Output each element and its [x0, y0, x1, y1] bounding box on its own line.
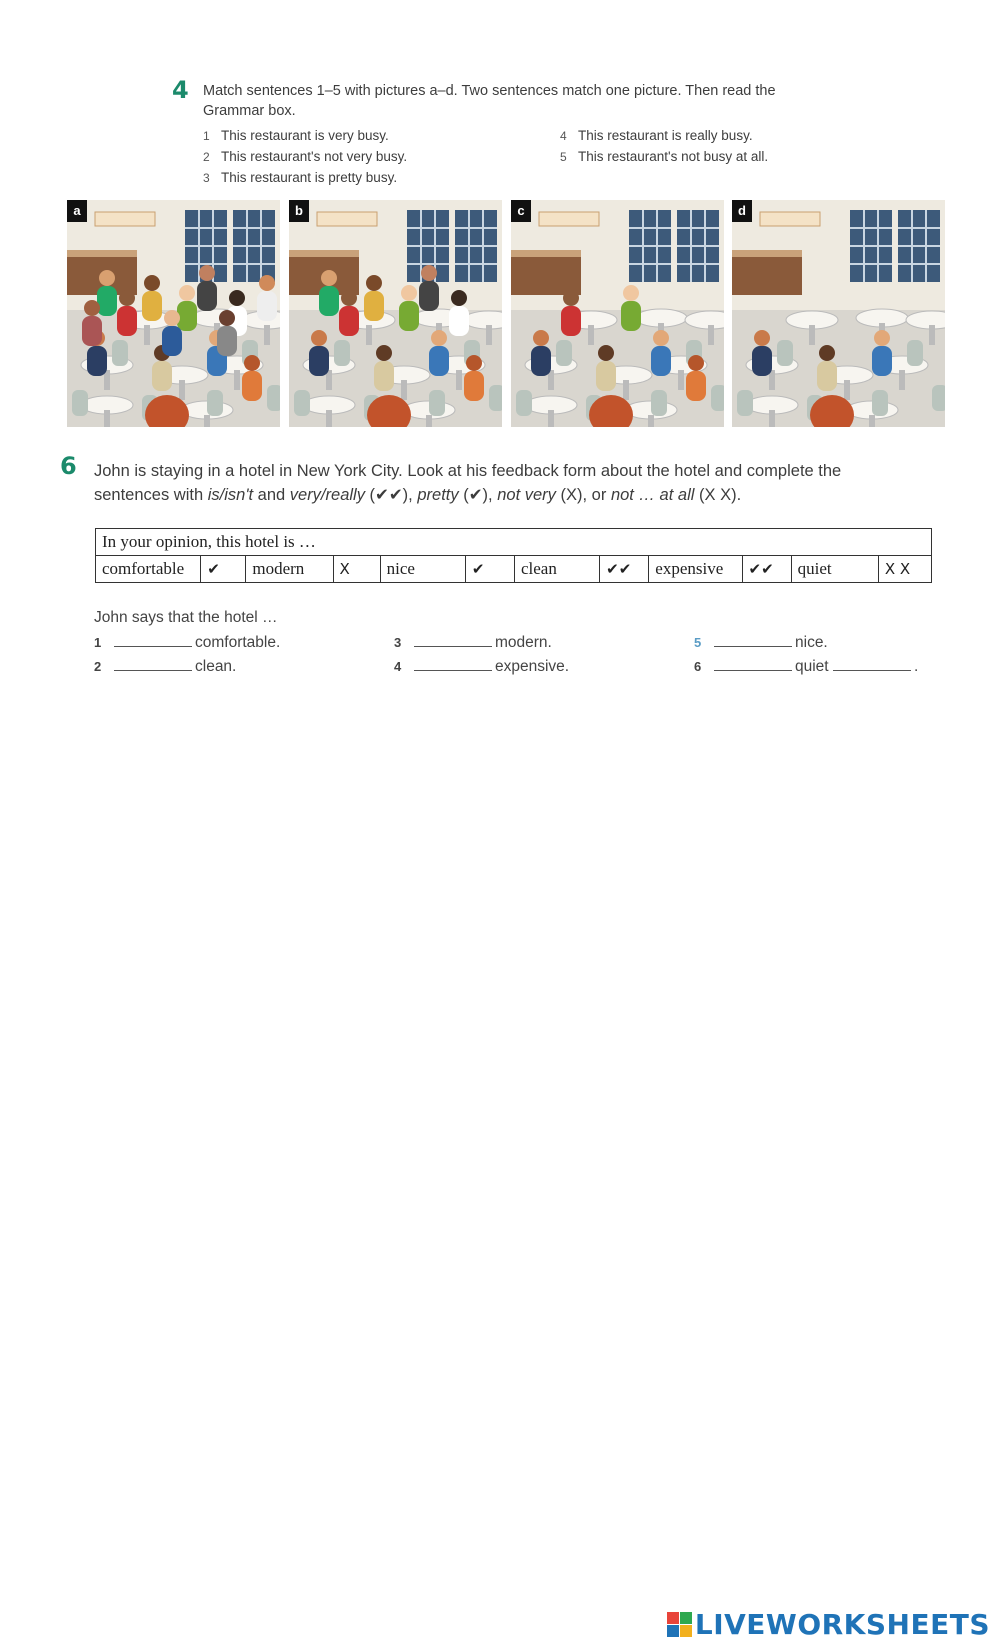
person-body	[364, 291, 384, 321]
exercise-6-instruction-line2	[94, 483, 974, 507]
person-head	[533, 330, 549, 346]
instruction-text: (X), or	[555, 486, 611, 504]
logo-text: LIVEWORKSHEETS	[694, 1608, 990, 1641]
person	[242, 355, 262, 401]
person	[419, 265, 439, 311]
feedback-ratings-row	[96, 556, 932, 583]
counter-top	[511, 250, 581, 257]
chair	[334, 340, 350, 366]
restaurant-picture-b	[289, 200, 502, 427]
person-head	[119, 290, 135, 306]
rating-label-nice: nice	[380, 556, 465, 583]
person-head	[653, 330, 669, 346]
person-body	[651, 346, 671, 376]
person-body	[319, 286, 339, 316]
restaurant-picture-c	[511, 200, 724, 427]
person-body	[82, 316, 102, 346]
table-leg	[929, 325, 935, 345]
person-body	[242, 371, 262, 401]
person-head	[321, 270, 337, 286]
rating-mark-quiet: X X	[878, 556, 931, 583]
sentence-number: 4	[560, 129, 567, 143]
table-leg	[366, 325, 372, 345]
person	[339, 290, 359, 336]
answer-3	[394, 632, 552, 652]
rating-label-modern: modern	[246, 556, 333, 583]
table-leg	[844, 380, 850, 400]
restaurant-picture-d	[732, 200, 945, 427]
counter-top	[732, 250, 802, 257]
table-leg	[769, 410, 775, 427]
chair	[429, 390, 445, 416]
sentence-5	[560, 149, 768, 164]
exercise-6-number: 6	[60, 452, 77, 480]
exercise-4-instruction-line1: Match sentences 1–5 with pictures a–d. Two sentences match one picture. Then read the	[203, 83, 776, 99]
table-leg	[401, 380, 407, 400]
rating-mark-comfortable: ✔	[201, 556, 246, 583]
restaurant-illustration	[511, 200, 724, 427]
chair	[72, 390, 88, 416]
chair	[907, 340, 923, 366]
chair	[737, 390, 753, 416]
person-head	[421, 265, 437, 281]
table-leg	[809, 325, 815, 345]
chair	[112, 340, 128, 366]
rating-mark-expensive: ✔✔	[742, 556, 791, 583]
rating-label-expensive: expensive	[649, 556, 742, 583]
answer-number: 1	[94, 635, 102, 650]
person	[197, 265, 217, 311]
answer-word: nice.	[795, 634, 828, 651]
table-leg	[623, 380, 629, 400]
answer-word: comfortable.	[195, 634, 281, 651]
restaurant-sign	[317, 212, 377, 226]
answer-blank[interactable]	[414, 632, 492, 647]
person-head	[819, 345, 835, 361]
table-leg	[486, 325, 492, 345]
table-leg	[548, 410, 554, 427]
person-body	[217, 326, 237, 356]
logo-icon	[667, 1612, 692, 1637]
person	[872, 330, 892, 376]
person-body	[561, 306, 581, 336]
instruction-italic: pretty	[417, 486, 459, 504]
answer-number: 5	[694, 635, 702, 650]
exercise-6-instruction	[94, 459, 974, 507]
person-body	[817, 361, 837, 391]
exercise-4-instruction	[203, 81, 883, 121]
table-leg	[326, 410, 332, 427]
person-body	[309, 346, 329, 376]
person	[97, 270, 117, 316]
answer-4	[394, 656, 569, 676]
hotel-feedback-table	[95, 528, 932, 583]
table-leg	[678, 370, 684, 390]
chair	[872, 390, 888, 416]
chair	[777, 340, 793, 366]
logo-square	[667, 1612, 679, 1624]
chair	[267, 385, 280, 411]
person-head	[401, 285, 417, 301]
person-body	[87, 346, 107, 376]
person-head	[341, 290, 357, 306]
person	[464, 355, 484, 401]
person-head	[366, 275, 382, 291]
person	[596, 345, 616, 391]
answer-blank[interactable]	[114, 632, 192, 647]
person	[257, 275, 277, 321]
person-body	[142, 291, 162, 321]
answer-number: 6	[694, 659, 702, 674]
person	[531, 330, 551, 376]
answer-blank[interactable]	[714, 656, 792, 671]
table-leg	[144, 325, 150, 345]
table-leg	[648, 415, 654, 427]
answer-number: 4	[394, 659, 402, 674]
counter	[511, 255, 581, 295]
person	[686, 355, 706, 401]
logo-square	[667, 1625, 679, 1637]
sentence-text: This restaurant is really busy.	[578, 128, 753, 143]
rating-label-clean: clean	[514, 556, 599, 583]
person	[651, 330, 671, 376]
answer-suffix: .	[913, 658, 919, 675]
instruction-text: (✔),	[458, 486, 498, 504]
sentence-3	[203, 170, 397, 185]
restaurant-sign	[760, 212, 820, 226]
liveworksheets-logo	[667, 1608, 990, 1641]
person	[561, 290, 581, 336]
restaurant-illustration	[289, 200, 502, 427]
restaurant-illustration	[732, 200, 945, 427]
instruction-text: and	[253, 486, 290, 504]
instruction-italic: is/isn't	[207, 486, 254, 504]
chair	[516, 390, 532, 416]
sentence-text: This restaurant's not busy at all.	[578, 149, 769, 164]
restaurant-illustration	[67, 200, 280, 427]
person-body	[621, 301, 641, 331]
sentence-text: This restaurant is pretty busy.	[221, 170, 398, 185]
person	[217, 310, 237, 356]
person-head	[179, 285, 195, 301]
sentence-text: This restaurant is very busy.	[221, 128, 389, 143]
person-body	[429, 346, 449, 376]
rating-mark-nice: ✔	[465, 556, 514, 583]
counter-top	[289, 250, 359, 257]
chair	[711, 385, 724, 411]
person-head	[164, 310, 180, 326]
person	[162, 310, 182, 356]
person-head	[144, 275, 160, 291]
rating-mark-modern: X	[333, 556, 380, 583]
person-head	[259, 275, 275, 291]
person-head	[874, 330, 890, 346]
person-body	[596, 361, 616, 391]
person	[319, 270, 339, 316]
answer-5	[694, 632, 828, 652]
person-head	[199, 265, 215, 281]
person-head	[451, 290, 467, 306]
answer-blank[interactable]	[714, 632, 792, 647]
answer-word: modern.	[495, 634, 552, 651]
sentence-number: 2	[203, 150, 210, 164]
person-body	[117, 306, 137, 336]
person	[449, 290, 469, 336]
person-body	[162, 326, 182, 356]
chair	[489, 385, 502, 411]
table-leg	[456, 370, 462, 390]
person	[817, 345, 837, 391]
sentence-1	[203, 128, 389, 143]
person	[177, 285, 197, 331]
person-body	[531, 346, 551, 376]
answer-6	[694, 656, 918, 676]
table-leg	[264, 325, 270, 345]
restaurant-sign	[539, 212, 599, 226]
person-head	[754, 330, 770, 346]
logo-square	[680, 1612, 692, 1624]
table-leg	[899, 370, 905, 390]
answer-blank[interactable]	[114, 656, 192, 671]
exercise-6-instruction-line1: John is staying in a hotel in New York City. Look at his feedback form about the hotel and complete the	[94, 462, 842, 480]
person-body	[464, 371, 484, 401]
person	[82, 300, 102, 346]
person	[364, 275, 384, 321]
chair	[294, 390, 310, 416]
sentence-number: 5	[560, 150, 567, 164]
picture-letter-a: a	[67, 200, 87, 222]
person-body	[419, 281, 439, 311]
answer-word: quiet	[795, 658, 829, 675]
restaurant-sign	[95, 212, 155, 226]
answer-blank-2[interactable]	[833, 656, 911, 671]
answers-intro: John says that the hotel …	[94, 609, 278, 626]
person-body	[374, 361, 394, 391]
person-body	[752, 346, 772, 376]
person	[374, 345, 394, 391]
instruction-italic: very/really	[289, 486, 365, 504]
person-body	[197, 281, 217, 311]
instruction-text: (✔✔),	[364, 486, 418, 504]
exercise-4-instruction-line2: Grammar box.	[203, 103, 296, 119]
table-leg	[708, 325, 714, 345]
person-body	[152, 361, 172, 391]
feedback-header-row	[96, 529, 932, 556]
person-head	[229, 290, 245, 306]
answer-word: clean.	[195, 658, 237, 675]
instruction-italic: not … at all	[610, 486, 695, 504]
person	[117, 290, 137, 336]
chair	[651, 390, 667, 416]
rating-label-quiet: quiet	[791, 556, 878, 583]
sentence-text: This restaurant's not very busy.	[221, 149, 408, 164]
person-body	[257, 291, 277, 321]
instruction-text: (X X).	[694, 486, 742, 504]
answer-blank[interactable]	[414, 656, 492, 671]
person-body	[399, 301, 419, 331]
chair	[207, 390, 223, 416]
answer-number: 2	[94, 659, 102, 674]
person-head	[431, 330, 447, 346]
person-head	[219, 310, 235, 326]
table-leg	[426, 415, 432, 427]
sentence-4	[560, 128, 753, 143]
person-body	[686, 371, 706, 401]
answer-2	[94, 656, 236, 676]
person	[752, 330, 772, 376]
person-head	[99, 270, 115, 286]
feedback-header: In your opinion, this hotel is …	[96, 529, 932, 556]
table-leg	[204, 415, 210, 427]
person-head	[311, 330, 327, 346]
picture-letter-c: c	[511, 200, 531, 222]
sentence-number: 3	[203, 171, 210, 185]
table-leg	[104, 410, 110, 427]
person	[309, 330, 329, 376]
table-leg	[179, 380, 185, 400]
counter	[732, 255, 802, 295]
instruction-text: sentences with	[94, 486, 208, 504]
rating-mark-clean: ✔✔	[600, 556, 649, 583]
chair	[932, 385, 945, 411]
sentence-2	[203, 149, 407, 164]
person-body	[177, 301, 197, 331]
person-head	[598, 345, 614, 361]
person-head	[466, 355, 482, 371]
table-leg	[869, 415, 875, 427]
person-head	[244, 355, 260, 371]
instruction-italic: not very	[497, 486, 556, 504]
answer-word: expensive.	[495, 658, 570, 675]
person-body	[339, 306, 359, 336]
logo-square	[680, 1625, 692, 1637]
person	[621, 285, 641, 331]
answer-number: 3	[394, 635, 402, 650]
picture-letter-d: d	[732, 200, 752, 222]
table-leg	[588, 325, 594, 345]
person-head	[623, 285, 639, 301]
chair	[556, 340, 572, 366]
sentence-number: 1	[203, 129, 210, 143]
restaurant-picture-a	[67, 200, 280, 427]
picture-letter-b: b	[289, 200, 309, 222]
person-body	[872, 346, 892, 376]
answer-1	[94, 632, 280, 652]
person	[142, 275, 162, 321]
exercise-4-number: 4	[172, 76, 189, 104]
person-head	[688, 355, 704, 371]
person-head	[563, 290, 579, 306]
rating-label-comfortable: comfortable	[96, 556, 201, 583]
person	[429, 330, 449, 376]
person-head	[84, 300, 100, 316]
counter-top	[67, 250, 137, 257]
person-body	[449, 306, 469, 336]
person-head	[376, 345, 392, 361]
table-leg	[234, 370, 240, 390]
person	[399, 285, 419, 331]
person-body	[97, 286, 117, 316]
